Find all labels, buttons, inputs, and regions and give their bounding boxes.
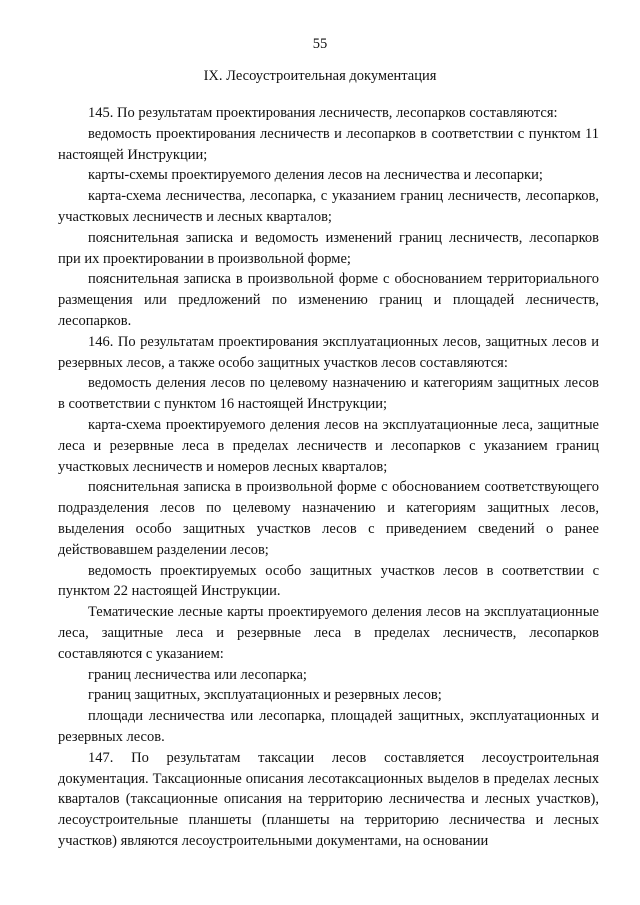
paragraph: площади лесничества или лесопарка, площадей защитных, эксплуатационных и резервных лесов.: [58, 708, 599, 745]
paragraph: ведомость проектирования лесничеств и лесопарков в соответствии с пунктом 11 настоящей Инструкции;: [58, 125, 599, 163]
paragraph: карта-схема лесничества, лесопарка, с указанием границ лесничеств, лесопарков, участковых лесничеств и лесных кварталов;: [58, 188, 599, 225]
paragraph: пояснительная записка в произвольной форме с обоснованием соответствующего подразделения лесов по целевому назначению и категориям защитных лесов, выделения особо защитных участков лесов с приведением сведений о ранее действовавшем разделении лесов;: [58, 479, 599, 558]
body-text: [58, 103, 599, 852]
paragraph: 145. По результатам проектирования лесничеств, лесопарков составляются:: [88, 105, 558, 121]
paragraph: пояснительная записка и ведомость изменений границ лесничеств, лесопарков при их проектировании в произвольной форме;: [58, 229, 599, 267]
page-number: 55: [312, 36, 328, 52]
paragraph: границ защитных, эксплуатационных и резервных лесов;: [88, 687, 442, 704]
paragraph: пояснительная записка в произвольной форме с обоснованием территориального размещения или предложений по изменению границ и площадей лесничеств, лесопарков.: [58, 271, 599, 329]
paragraph: карта-схема проектируемого деления лесов на эксплуатационные леса, защитные леса и резервные леса в пределах лесничеств и лесопарков с указанием границ участковых лесничеств и номеров лесных кварталов;: [58, 416, 599, 475]
paragraph: границ лесничества или лесопарка;: [88, 666, 307, 683]
paragraph: 146. По результатам проектирования эксплуатационных лесов, защитных лесов и резервных лесов, а также особо защитных участков лесов составляются:: [58, 333, 599, 371]
section-title: IX. Лесоустроительная документация: [203, 68, 437, 84]
paragraph: карты-схемы проектируемого деления лесов на лесничества и лесопарки;: [88, 167, 543, 184]
paragraph: Тематические лесные карты проектируемого деления лесов на эксплуатационные леса, защитные леса и резервные леса в пределах лесничеств, лесопарков составляются с указанием:: [58, 604, 599, 662]
paragraph: ведомость деления лесов по целевому назначению и категориям защитных лесов в соответствии с пунктом 16 настоящей Инструкции;: [58, 375, 599, 413]
paragraph: ведомость проектируемых особо защитных участков лесов в соответствии с пунктом 22 настоящей Инструкции.: [58, 562, 599, 600]
paragraph: 147. По результатам таксации лесов составляется лесоустроительная документация. Таксационные описания лесотаксационных выделов в пределах лесных кварталов (таксационные описания на территорию лесничества и лесных участков), лесоустроительные планшеты (планшеты на территорию лесничества и лесных участков) являются лесоустроительными документами, на основании: [58, 749, 599, 849]
